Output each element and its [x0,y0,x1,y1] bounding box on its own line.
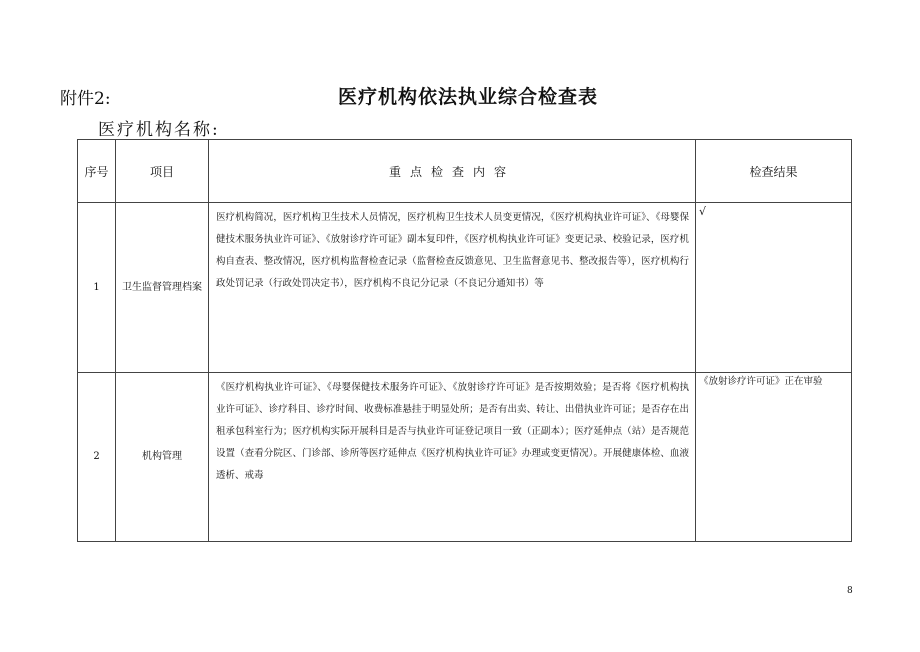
row-item-name: 机构管理 [116,373,209,542]
header-result: 检查结果 [696,140,852,203]
table-row [78,203,852,373]
inspection-table [77,139,852,542]
row-item-name: 卫生监督管理档案 [116,203,209,373]
table-row [78,373,852,542]
row-content: 医疗机构简况，医疗机构卫生技术人员情况，医疗机构卫生技术人员变更情况，《医疗机构执业许可证》、《母婴保健技术服务执业许可证》、《放射诊疗许可证》副本复印件，《医疗机构执业许可证》变更记录、校验记录，医疗机构自查表、整改情况，医疗机构监督检查记录（监督检查反馈意见、卫生监督意见书、整改报告等），医疗机构行政处罚记录（行政处罚决定书），医疗机构不良记分记录（不良记分通知书）等 [209,203,696,373]
attachment-label: 附件2: [60,89,111,109]
row-result-note: 《放射诊疗许可证》正在审验 [696,373,852,542]
table-header-row [78,140,852,203]
header-item: 项目 [116,140,209,203]
row-serial-number: 1 [78,203,116,373]
document-title: 医疗机构依法执业综合检查表 [338,86,599,108]
row-result-checkmark: √ [696,203,852,373]
page-number: 8 [847,586,853,596]
header-key-content: 重点检查内容 [209,140,696,203]
row-serial-number: 2 [78,373,116,542]
institution-name-label: 医疗机构名称: [98,120,220,140]
header-serial-number: 序号 [78,140,116,203]
row-content: 《医疗机构执业许可证》、《母婴保健技术服务许可证》、《放射诊疗许可证》是否按期效验；是否将《医疗机构执业许可证》、诊疗科目、诊疗时间、收费标准悬挂于明显处所；是否有出卖、转让、出借执业许可证；是否存在出租承包科室行为；医疗机构实际开展科目是否与执业许可证登记项目一致（正副本）；医疗延伸点（站）是否规范设置（查看分院区、门诊部、诊所等医疗延伸点《医疗机构执业许可证》办理或变更情况）。开展健康体检、血液透析、戒毒 [209,373,696,542]
